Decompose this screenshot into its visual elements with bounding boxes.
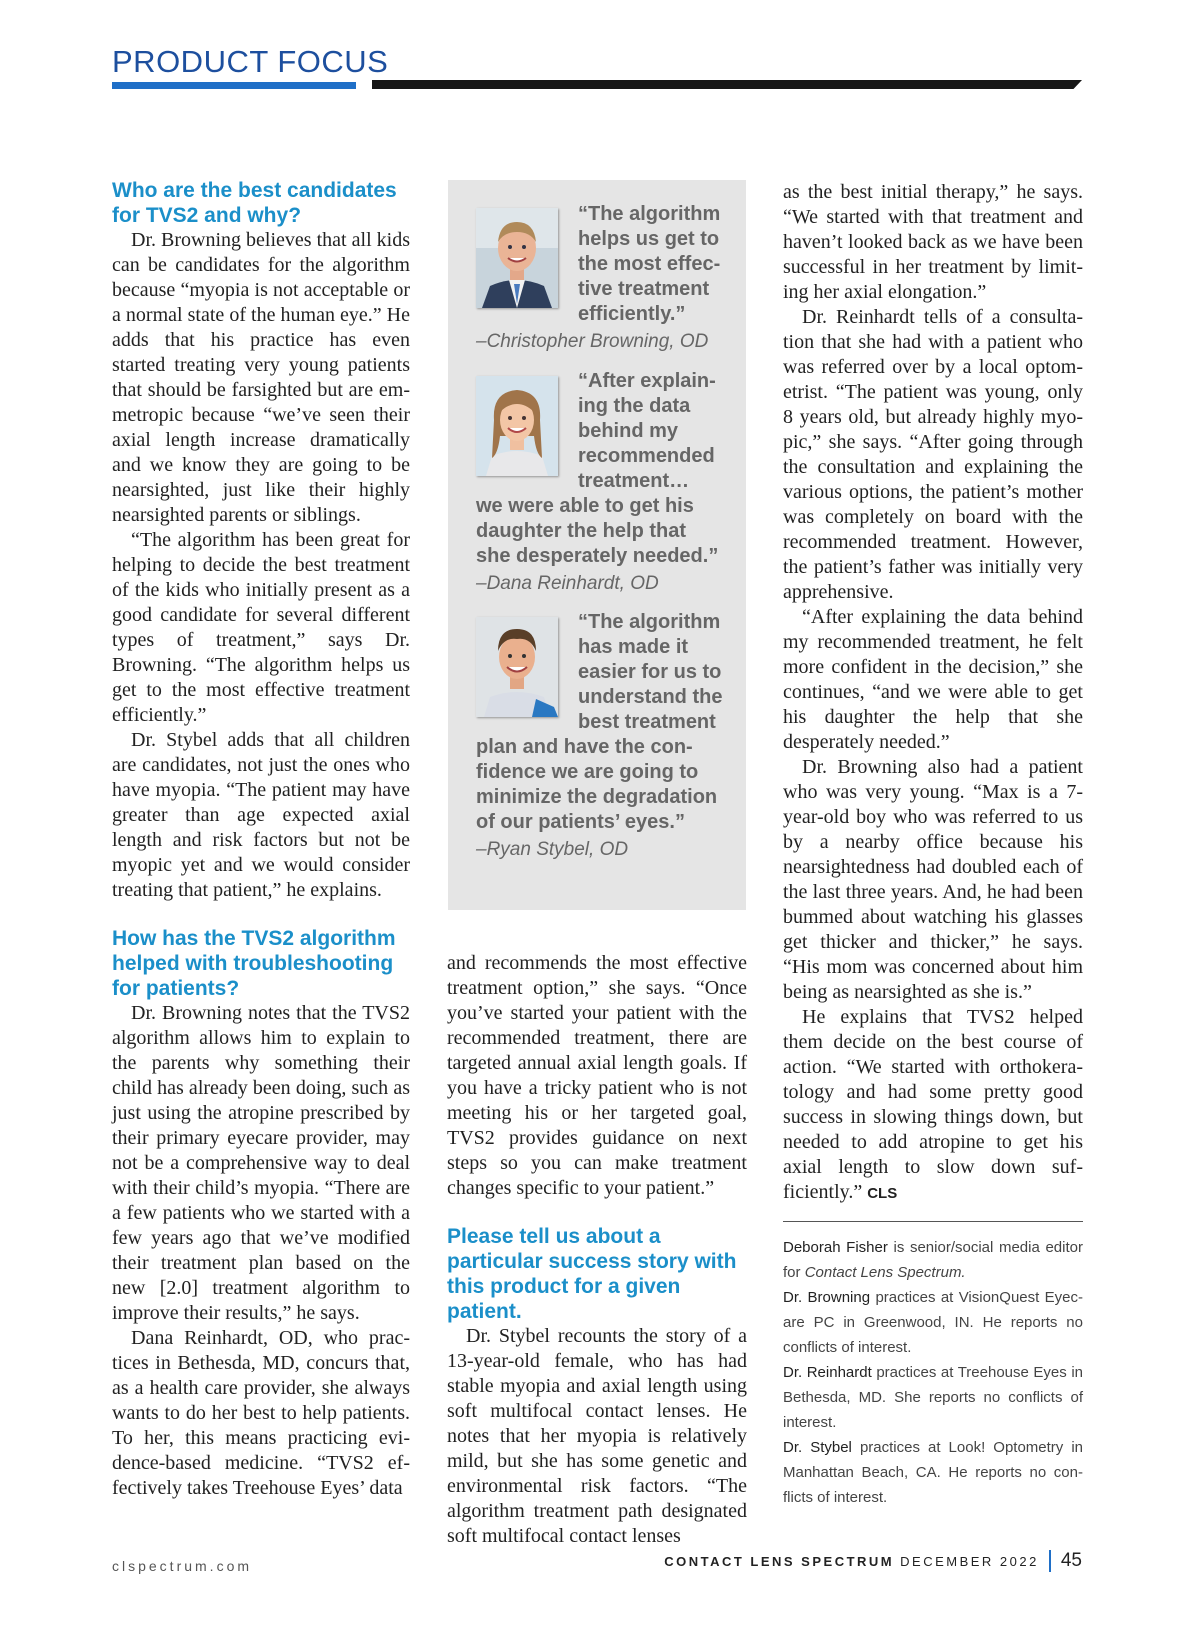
paragraph (783, 1005, 1083, 1206)
paragraph: and recommends the most effective treatment option,” she says. “Once you’ve started your patient with the recommended treatment, there are targeted annual axial length goals. If you have a tricky patient who is not meeting his or her targeted goal, TVS2 provides guidance on next steps so you can make treatment changes specific to your patient.” (447, 952, 747, 1199)
section-title-underline (112, 82, 356, 89)
pull-quote-box (448, 180, 746, 910)
paragraph: “After explaining the data behind my recommended treatment, he felt more confident in the decision,” she continues, “and we were able to get his daughter the help that she desperately needed.” (783, 606, 1083, 753)
paragraph: Dr. Stybel adds that all children are candidates, not just the ones who have myopia. “The patient may have greater than age expected axial length and risk factors but not be myopic yet and we would consider treating that patient,” he explains. (112, 729, 410, 901)
pull-quote-stybel (476, 610, 726, 862)
headshot-stybel-photo (476, 617, 558, 717)
pull-quote-reinhardt (476, 369, 726, 596)
end-mark: CLS (867, 1185, 898, 1202)
paragraph: Dr. Browning believes that all kids can be candidates for the algorithm because “myopia is not acceptable or a normal state of the human eye.” He adds that his practice has even started treating very young patients that should be farsighted but are emmetropic because “we’ve seen their axial length increase dramatically and we know they are going to be nearsighted, just like their highly nearsighted parents or siblings. (112, 229, 410, 526)
pull-quote-attribution: –Ryan Stybel, OD (476, 839, 629, 860)
headshot-reinhardt-photo (476, 376, 558, 476)
paragraph: “The algorithm has been great for helping to decide the best treatment of the kids who initially present as a good candidate for several different types of treatment,” says Dr. Browning. “The algorithm helps us get to the most effective treatment efficiently.” (112, 529, 410, 726)
paragraph: Dr. Reinhardt tells of a consultation that she had with a patient who was referred over by a local optometrist. “The patient was young, only 8 years old, but already highly myopic,” she says. “After going through the consultation and explaining the various options, the patient’s mother was completely on board with the recommended treatment. However, the patient’s father was initially very apprehensive. (783, 306, 1083, 603)
article-column-2 (447, 951, 747, 1549)
paragraph: Dr. Stybel recounts the story of a 13-year-old female, who has had stable myopia and axial length using soft multifocal contact lenses. He notes that her myopia is relatively mild, but she has some genetic and environmental risk factors. “The algorithm treatment path designated soft multifocal contact lenses (447, 1325, 747, 1547)
footer-website: clspectrum.com (112, 1558, 253, 1574)
folio-separator (1049, 1550, 1051, 1572)
pull-quote-text-continued: we were able to get his daughter the help that she desperately needed.” (476, 495, 719, 567)
issue-date: DECEMBER 2022 (900, 1553, 1039, 1569)
contributor-bio: Dr. Stybel practices at Look! Optometry in Manhattan Beach, CA. He reports no conflicts of interest. (783, 1439, 1083, 1506)
magazine-name: CONTACT LENS SPECTRUM (664, 1553, 895, 1569)
pull-quote-text: “After explaining the data behind my recommended treatment… (578, 370, 716, 492)
paragraph: as the best initial therapy,” he says. “We started with that treatment and haven’t looked back as we have been successful in her treatment by limiting her axial elongation.” (783, 181, 1083, 303)
headshot-browning-photo (476, 208, 558, 308)
bio-divider (783, 1221, 1083, 1222)
author-bio: Deborah Fisher is senior/social media editor for Contact Lens Spectrum. (783, 1239, 1083, 1281)
article-column-1 (112, 178, 410, 1501)
section-title: PRODUCT FOCUS (112, 44, 389, 79)
paragraph: Dana Reinhardt, OD, who practices in Bethesda, MD, concurs that, as a health care provider, she always wants to do her best to help patients. To her, this means practicing evidence-based medicine. “TVS2 effectively takes Treehouse Eyes’ data (112, 1327, 410, 1499)
pull-quote-text-continued: plan and have the confidence we are going to minimize the degradation of our patients’ eyes.” (476, 736, 718, 833)
subheading-best-candidates: Who are the best candidates for TVS2 and why? (112, 179, 397, 227)
pull-quote-attribution: –Dana Reinhardt, OD (476, 573, 659, 594)
pull-quote-attribution: –Christopher Browning, OD (476, 331, 709, 352)
pull-quote-text: “The algorithm has made it easier for us to understand the best treatment (578, 611, 723, 733)
paragraph-text: He explains that TVS2 helped them decide on the best course of action. “We started with orthokeratology and had some pretty good success in slowing things down, but needed to add atropine to get his axial length to slow down sufficiently.” (783, 1006, 1083, 1203)
pull-quote-text: “The algorithm helps us get to the most effective treatment efficiently.” (578, 203, 721, 325)
subheading-success-story: Please tell us about a particular success story with this product for a given patient. (447, 1225, 737, 1323)
article-column-3 (783, 180, 1083, 1510)
contributor-bio: Dr. Browning practices at VisionQuest Eyecare PC in Greenwood, IN. He reports no conflicts of interest. (783, 1289, 1084, 1356)
paragraph: Dr. Browning also had a patient who was very young. “Max is a 7-year-old boy who was referred to us by a nearby office because his nearsightedness had doubled each of the last three years. And, he had been bummed about watching his glasses get thicker and thicker,” he says. “His mom was concerned about him being as nearsighted as she is.” (783, 756, 1083, 1003)
footer-folio (664, 1550, 1082, 1572)
paragraph: Dr. Browning notes that the TVS2 algorithm allows him to explain to the parents why something their child has already been doing, such as just using the atropine prescribed by their primary eyecare provider, may not be a comprehensive way to deal with their child’s myopia. “There are a few patients who we started with a few years ago that we’ve modified their treatment plan based on the new [2.0] treatment algorithm to improve their results,” he says. (112, 1002, 410, 1324)
pull-quote-browning (476, 202, 726, 354)
page-number: 45 (1060, 1550, 1082, 1571)
header-rule (372, 80, 1082, 89)
subheading-troubleshooting: How has the TVS2 algorithm helped with troubleshooting for patients? (112, 927, 396, 1000)
contributor-bio: Dr. Reinhardt practices at Treehouse Eyes in Bethesda, MD. She reports no conflicts of interest. (783, 1364, 1083, 1431)
